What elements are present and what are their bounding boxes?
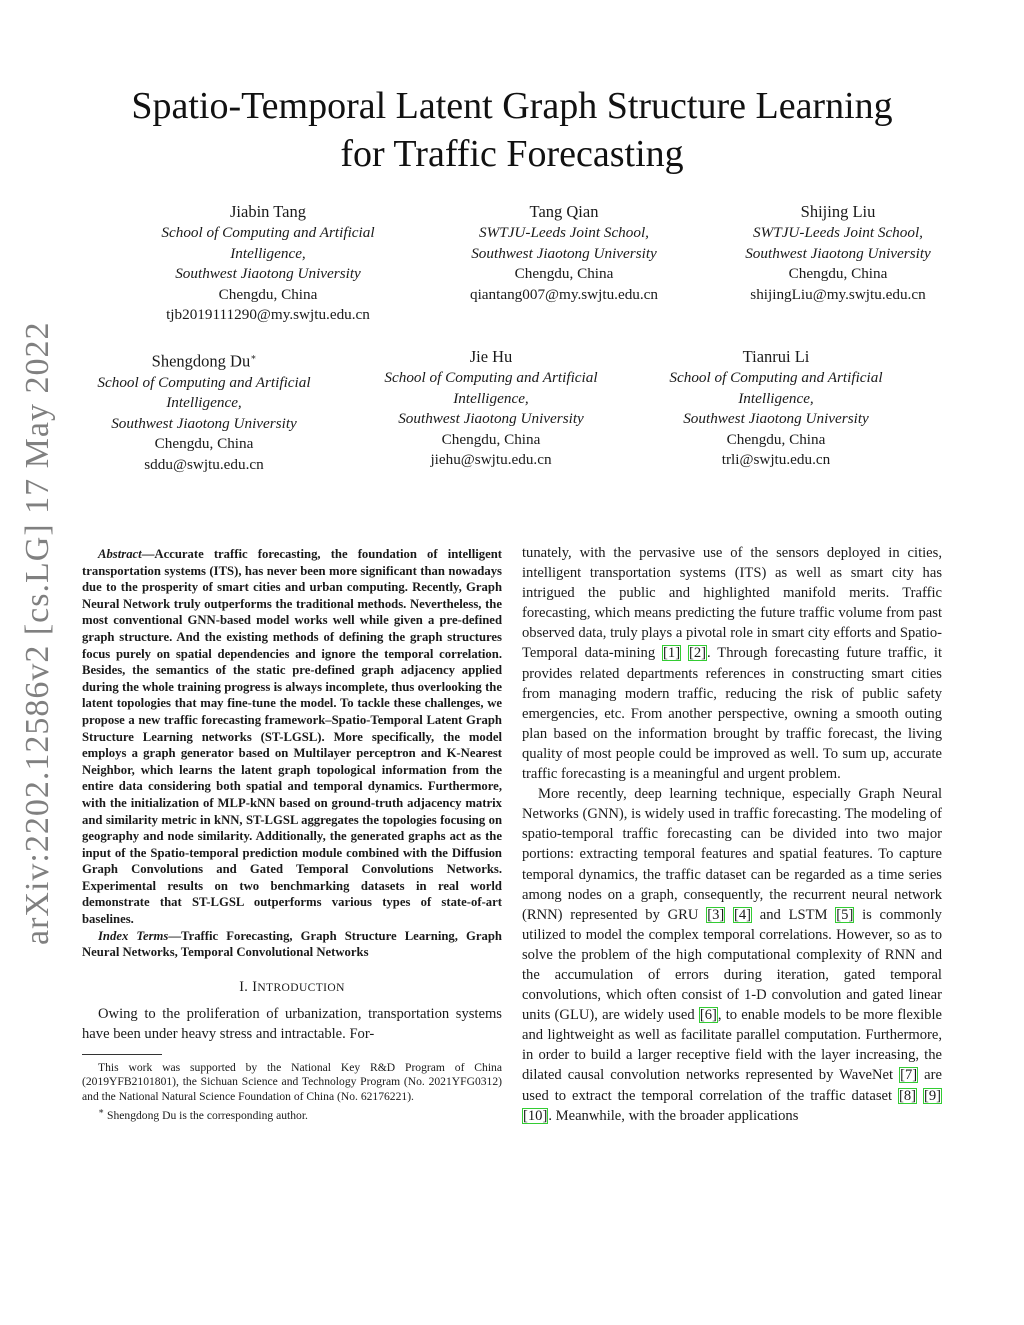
paper-title — [60, 82, 964, 178]
right-column — [522, 543, 942, 1126]
title-line-2: for Traffic Forecasting — [340, 133, 684, 175]
abstract-label: Abstract — [98, 547, 142, 561]
right-paragraph-2: More recently, deep learning technique, especially Graph Neural Networks (GNN), is widely used in traffic forecasting. The modeling of spatio-temporal traffic forecasting can be divided into two major portions: extracting temporal features and spatial features. To capture temporal dynamics, the traffic dataset can be regarded as a time series among nodes on a graph, consequently, the recurrent neural network (RNN) represented by GRU [3] [4] and LSTM [5] is commonly utilized to model the complex temporal correlations. However, so as to solve the problem of the high computational complexity of RNN and the accumulation of errors during iteration, gated temporal convolutions, which often consist of 1-D convolution and gated linear units (GLU), are widely used [6], to enable models to be more flexible and lightweight as well as facilitate parallel computation. Furthermore, in order to build a larger receptive field with the layer increasing, the dilated causal convolution networks represented by WaveNet [7] are used to extract the temporal correlation of the traffic dataset [8] [9] [10]. Meanwhile, with the broader applications — [522, 786, 943, 1124]
author-block-5 — [341, 346, 641, 471]
citation-link[interactable]: [10] — [523, 1107, 548, 1124]
author-affiliation: School of Computing and Artificial — [161, 224, 375, 241]
index-terms-label: Index Terms — [98, 928, 169, 943]
abstract — [82, 546, 502, 928]
footnote-divider — [82, 1054, 162, 1055]
section-heading-introduction: I. INTRODUCTION — [239, 978, 345, 995]
author-affiliation: Intelligence, — [230, 244, 306, 262]
left-column — [82, 546, 502, 1123]
author-block-2 — [414, 201, 714, 305]
funding-footnote: This work was supported by the National Key R&D Program of China (2019YFB2101801), the Sichuan Science and Technology Program (No. 2021YFG0312) and the National Natural Science Foundation of China (No. 62176221). — [82, 1061, 502, 1103]
author-email: sddu@swjtu.edu.cn — [144, 455, 264, 473]
corresponding-footnote: ∗ Shengdong Du is the corresponding author. — [98, 1105, 308, 1122]
author-affiliation: Southwest Jiaotong University — [398, 410, 584, 428]
author-affiliation: Intelligence, — [738, 389, 814, 407]
citation-link[interactable]: [7] — [900, 1067, 918, 1084]
arxiv-stamp-text: arXiv:2202.12586v2 [cs.LG] 17 May 2022 — [19, 321, 56, 945]
right-paragraph-1: tunately, with the pervasive use of the sensors deployed in cities, intelligent transportation systems (ITS) as well as smart city has intrigued the public and highlighted manifold merits. Traffic forecasting, which means predicting the future traffic volume from past observed data, truly plays a pivotal role in smart city efforts and Spatio-Temporal data-mining [1] [2]. Through forecasting future traffic, it provides related departments references in constructing smart cities from managing modern traffic, reducing the risk of public safety emergencies, etc. From another perspective, owning a smooth outing plan based on the information brought by traffic forecast, the living quality of most people could be improved as well. To sum up, accurate traffic forecasting is a meaningful and urgent problem. — [522, 545, 942, 783]
author-email: tjb2019111290@my.swjtu.edu.cn — [166, 306, 370, 324]
author-location: Chengdu, China — [726, 430, 826, 448]
footnotes — [82, 1061, 502, 1123]
author-email: qiantang007@my.swjtu.edu.cn — [469, 285, 659, 303]
author-affiliation: Intelligence, — [453, 389, 529, 407]
citation-link[interactable]: [8] — [898, 1087, 917, 1104]
author-affiliation: Intelligence, — [166, 394, 242, 412]
author-affiliation: School of Computing and Artificial — [669, 369, 883, 386]
author-location: Chengdu, China — [218, 285, 318, 303]
author-name: Tang Qian — [529, 202, 599, 221]
citation-link[interactable]: [5] — [836, 906, 854, 923]
author-affiliation: School of Computing and Artificial — [97, 373, 311, 391]
corresponding-mark: ∗ — [250, 352, 257, 362]
author-location: Chengdu, China — [788, 265, 888, 283]
author-affiliation: School of Computing and Artificial — [384, 369, 598, 386]
intro-paragraph: Owing to the proliferation of urbanization, transportation systems have been under heavy stress and intractable. For- — [82, 1005, 502, 1043]
author-affiliation: SWTJU-Leeds Joint School, — [479, 224, 649, 241]
citation-link[interactable]: [3] — [707, 906, 725, 923]
citation-link[interactable]: [6] — [699, 1007, 717, 1024]
author-name: Jiabin Tang — [230, 202, 306, 221]
citation-link[interactable]: [4] — [734, 906, 752, 923]
index-terms-text: —Traffic Forecasting, Graph Structure Learning, Graph Neural Networks, Temporal Convolutional Networks — [82, 928, 502, 960]
author-email: jiehu@swjtu.edu.cn — [430, 451, 552, 469]
author-affiliation: Southwest Jiaotong University — [471, 244, 657, 262]
author-affiliation: Southwest Jiaotong University — [175, 265, 361, 283]
author-block-1 — [118, 201, 418, 326]
citation-link[interactable]: [2] — [688, 645, 707, 662]
author-location: Chengdu, China — [514, 265, 614, 283]
author-name: Tianrui Li — [742, 347, 810, 366]
author-affiliation: SWTJU-Leeds Joint School, — [753, 224, 923, 241]
author-affiliation: Southwest Jiaotong University — [111, 414, 297, 432]
author-location: Chengdu, China — [154, 435, 254, 453]
author-location: Chengdu, China — [441, 430, 541, 448]
author-affiliation: Southwest Jiaotong University — [683, 410, 869, 428]
author-email: shijingLiu@my.swjtu.edu.cn — [750, 285, 926, 303]
author-name: Shengdong Du∗ — [151, 351, 257, 371]
abstract-text: —Accurate traffic forecasting, the foundation of intelligent transportation systems (ITS), has never been more significant than nowadays due to the prosperity of smart cities and urban computing. Recently, Graph Neural Network truly outperforms the traditional methods. Nevertheless, the most conventional GNN-based model works well while given a pre-defined graph structure. And the existing methods of defining the graph structures focus purely on spatial dependencies and ignore the temporal correlation. Besides, the semantics of the static pre-defined graph adjacency applied during the whole training progress is always incomplete, thus overlooking the latent topologies that may fine-tune the model. To tackle these challenges, we propose a new traffic forecasting framework–Spatio-Temporal Latent Graph Structure Learning networks (ST-LGSL). More specifically, the model employs a graph generator based on Multilayer perceptron and K-Nearest Neighbor, which learns the latent graph topological information from the entire data considering both spatial and temporal dynamics. Furthermore, with the initialization of MLP-kNN based on ground-truth adjacency matrix and similarity metric in kNN, ST-LGSL aggregates the topologies focusing on geography and node similarity. Additionally, the generated graphs act as the input of the Spatio-temporal prediction module combined with the Diffusion Graph Convolutions and Gated Temporal Convolutions Networks. Experimental results on two benchmarking datasets in real world demonstrate that ST-LGSL outperforms various types of state-of-art baselines. — [82, 547, 502, 927]
author-name: Jie Hu — [469, 347, 513, 366]
index-terms — [82, 928, 502, 961]
author-name: Shijing Liu — [800, 202, 876, 221]
citation-link[interactable]: [9] — [923, 1087, 941, 1104]
author-email: trli@swjtu.edu.cn — [721, 451, 831, 469]
title-line-1: Spatio-Temporal Latent Graph Structure Learning — [131, 85, 893, 127]
author-affiliation: Southwest Jiaotong University — [745, 244, 931, 262]
author-block-4 — [54, 346, 354, 475]
author-block-6 — [626, 346, 926, 471]
citation-link[interactable]: [1] — [663, 645, 681, 662]
author-block-3 — [688, 201, 988, 305]
